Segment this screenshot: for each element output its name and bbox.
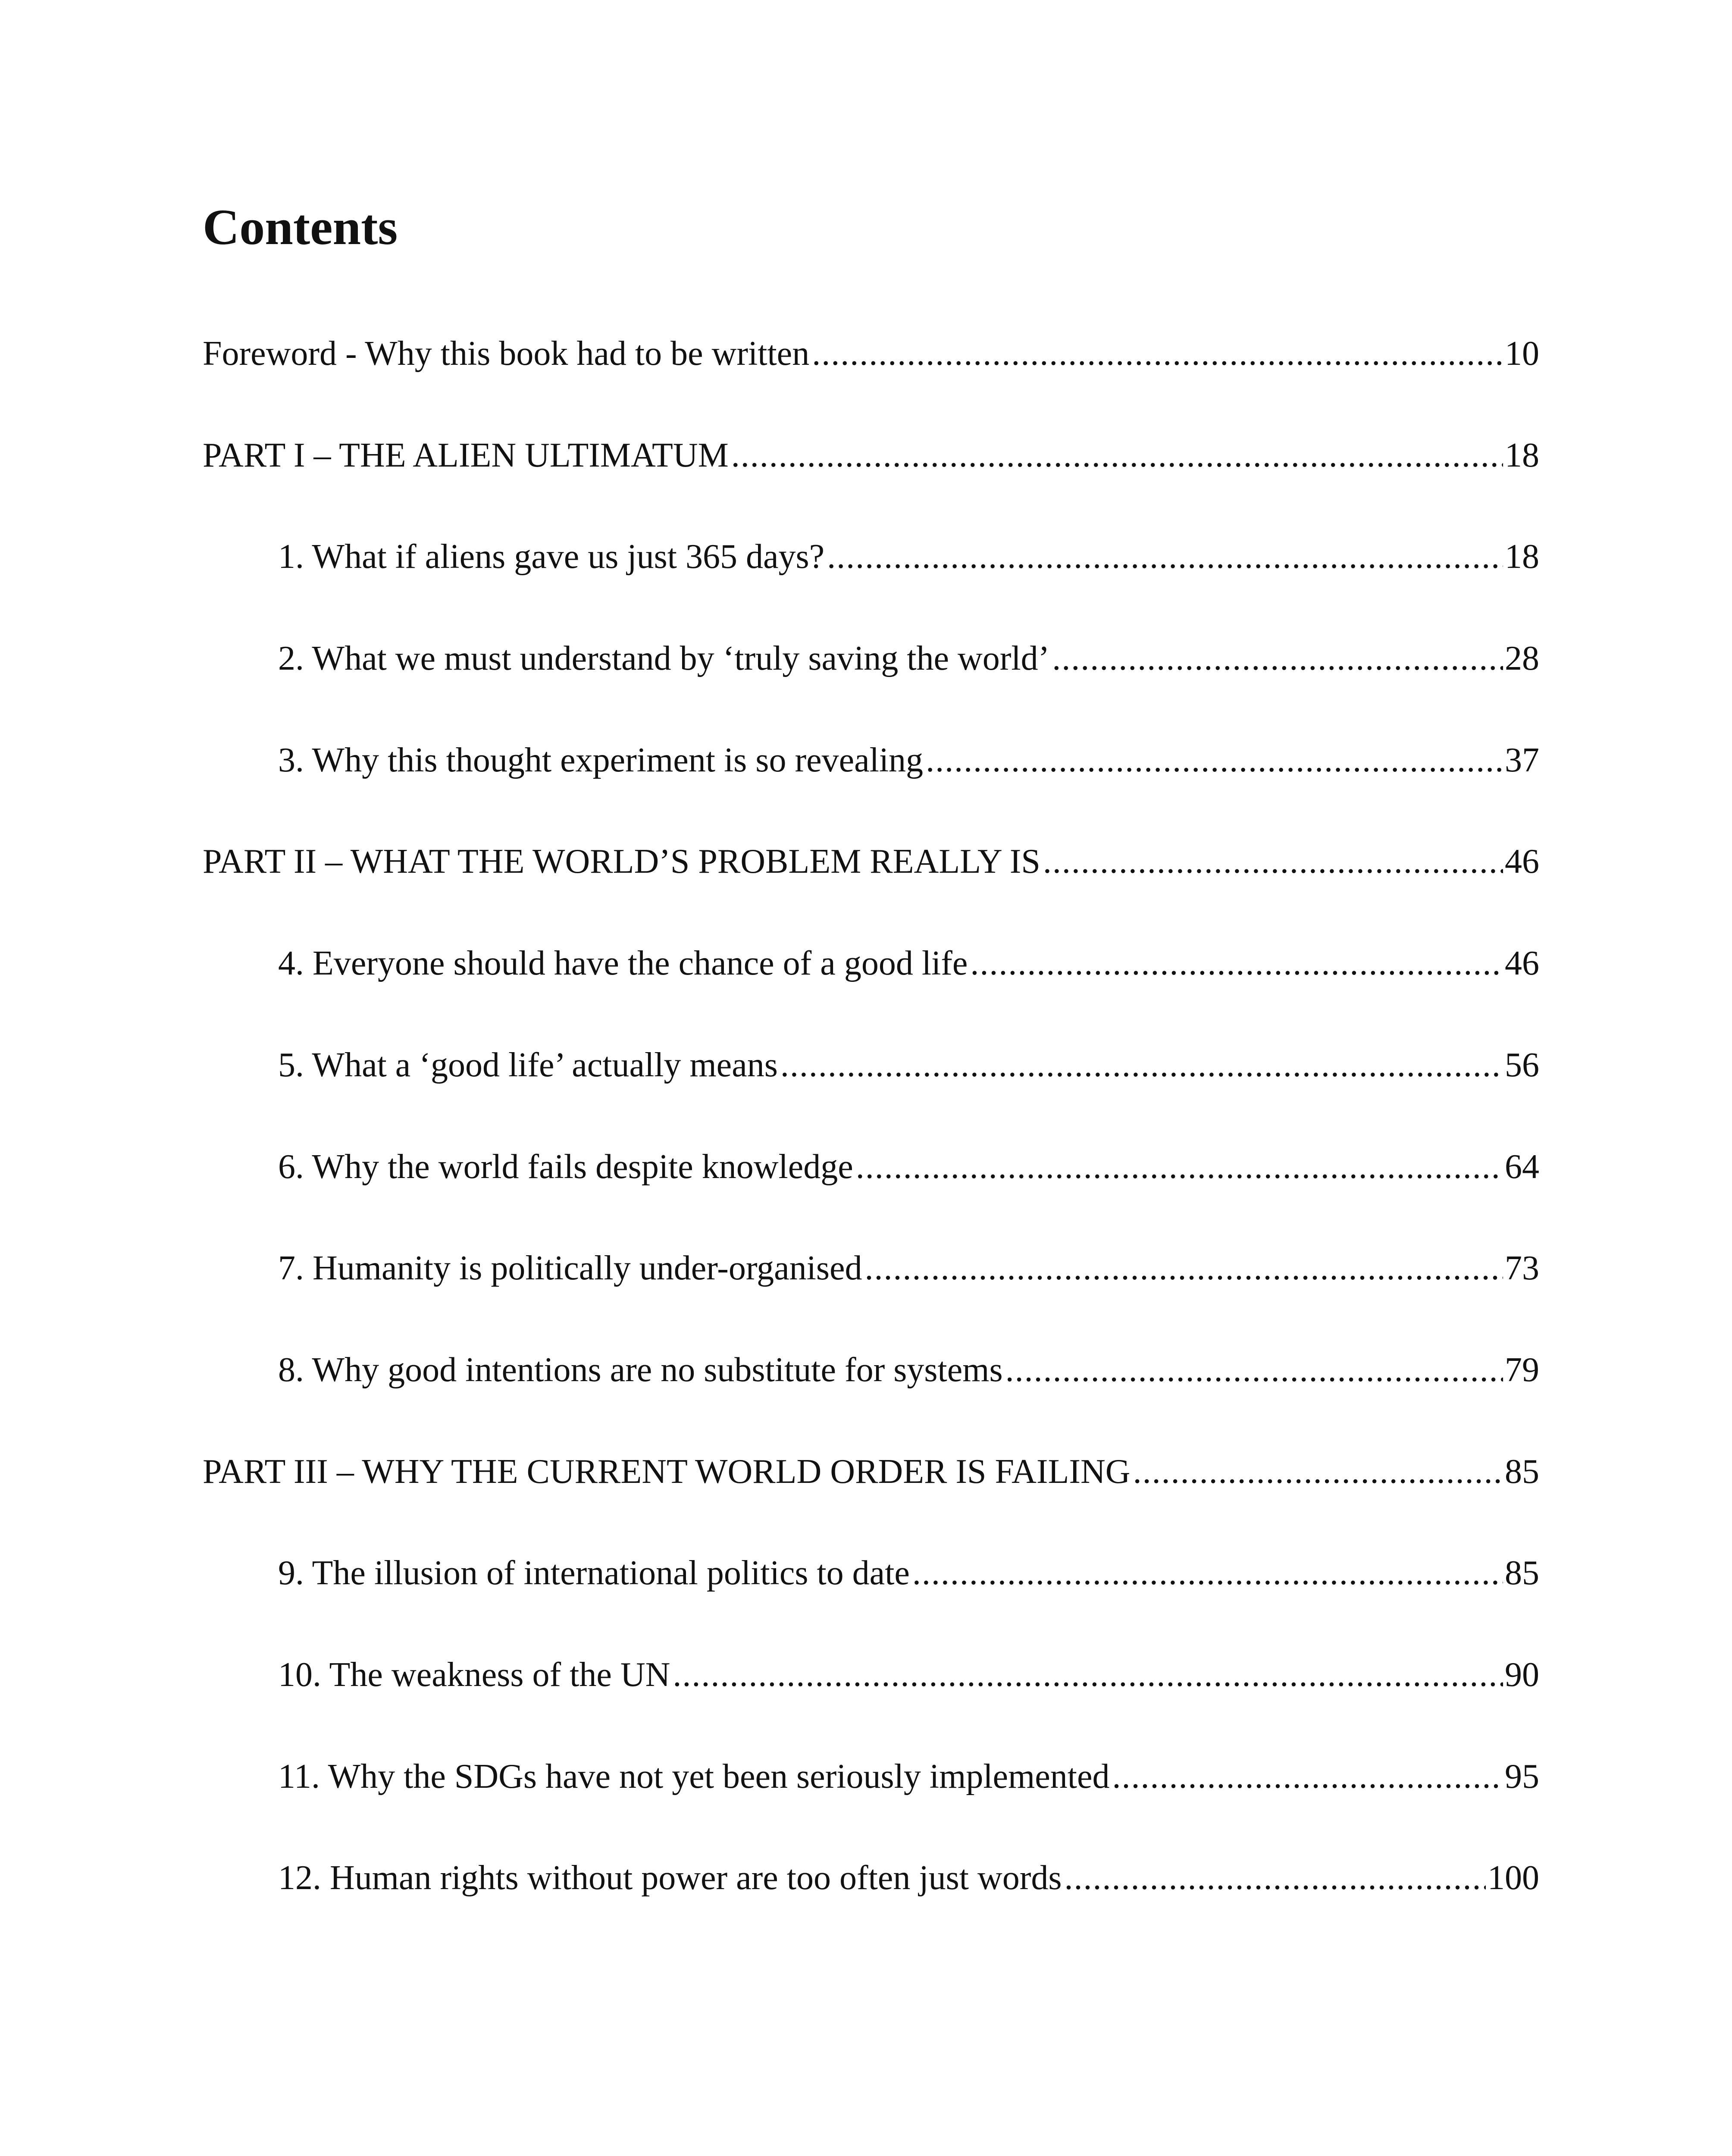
- toc-entry-foreword[interactable]: [203, 328, 1539, 429]
- dot-leader: [780, 1039, 1503, 1091]
- toc-entry-title: 5. What a ‘good life’ actually means: [278, 1046, 778, 1084]
- dot-leader: [1052, 633, 1503, 684]
- table-of-contents: [203, 328, 1539, 1954]
- toc-entry-page-number: 28: [1505, 639, 1539, 678]
- dot-leader: [912, 1547, 1503, 1599]
- toc-entry-title: 11. Why the SDGs have not yet been seriously implemented: [278, 1757, 1110, 1796]
- toc-entry-chapter-1[interactable]: [203, 531, 1539, 633]
- toc-entry-page-number: 85: [1505, 1452, 1539, 1491]
- toc-entry-part-3[interactable]: [203, 1446, 1539, 1548]
- toc-entry-title: 7. Humanity is politically under-organised: [278, 1249, 862, 1288]
- toc-entry-title: 2. What we must understand by ‘truly saving the world’: [278, 639, 1050, 678]
- toc-entry-title: 6. Why the world fails despite knowledge: [278, 1147, 853, 1186]
- toc-entry-chapter-3[interactable]: [203, 734, 1539, 836]
- dot-leader: [1112, 1751, 1503, 1802]
- toc-entry-part-2[interactable]: [203, 836, 1539, 937]
- toc-entry-chapter-8[interactable]: [203, 1344, 1539, 1446]
- toc-entry-title: 12. Human rights without power are too often just words: [278, 1859, 1062, 1897]
- toc-entry-chapter-4[interactable]: [203, 937, 1539, 1039]
- dot-leader: [812, 328, 1503, 379]
- toc-entry-title: 9. The illusion of international politics to date: [278, 1554, 910, 1592]
- dot-leader: [1065, 1852, 1486, 1904]
- toc-entry-page-number: 56: [1505, 1046, 1539, 1084]
- toc-entry-page-number: 73: [1505, 1249, 1539, 1288]
- toc-entry-title: PART III – WHY THE CURRENT WORLD ORDER IS FAILING: [203, 1452, 1131, 1491]
- toc-entry-title: PART I – THE ALIEN ULTIMATUM: [203, 436, 729, 474]
- toc-entry-page-number: 18: [1505, 538, 1539, 576]
- toc-entry-page-number: 100: [1488, 1859, 1539, 1897]
- dot-leader: [673, 1649, 1503, 1701]
- toc-entry-chapter-11[interactable]: [203, 1751, 1539, 1852]
- dot-leader: [856, 1141, 1503, 1193]
- toc-entry-chapter-7[interactable]: [203, 1242, 1539, 1344]
- toc-entry-title: 8. Why good intentions are no substitute for systems: [278, 1351, 1003, 1389]
- toc-entry-page-number: 95: [1505, 1757, 1539, 1796]
- toc-entry-chapter-2[interactable]: [203, 633, 1539, 734]
- toc-entry-page-number: 64: [1505, 1147, 1539, 1186]
- dot-leader: [1043, 836, 1503, 887]
- page-title: Contents: [203, 199, 398, 255]
- toc-entry-title: Foreword - Why this book had to be written: [203, 335, 810, 373]
- dot-leader: [970, 937, 1503, 989]
- toc-entry-title: 3. Why this thought experiment is so revealing: [278, 741, 924, 779]
- toc-entry-title: PART II – WHAT THE WORLD’S PROBLEM REALLY IS: [203, 843, 1040, 881]
- dot-leader: [1005, 1344, 1503, 1396]
- toc-entry-page-number: 90: [1505, 1655, 1539, 1694]
- dot-leader: [864, 1242, 1503, 1294]
- toc-entry-chapter-9[interactable]: [203, 1547, 1539, 1649]
- toc-entry-page-number: 10: [1505, 335, 1539, 373]
- toc-entry-page-number: 85: [1505, 1554, 1539, 1592]
- toc-entry-chapter-6[interactable]: [203, 1141, 1539, 1243]
- toc-entry-page-number: 46: [1505, 944, 1539, 983]
- toc-entry-title: 4. Everyone should have the chance of a good life: [278, 944, 968, 983]
- toc-entry-page-number: 79: [1505, 1351, 1539, 1389]
- toc-entry-title: 10. The weakness of the UN: [278, 1655, 670, 1694]
- toc-entry-chapter-10[interactable]: [203, 1649, 1539, 1751]
- toc-entry-chapter-5[interactable]: [203, 1039, 1539, 1141]
- toc-entry-part-1[interactable]: [203, 429, 1539, 531]
- dot-leader: [1133, 1446, 1503, 1498]
- toc-entry-page-number: 18: [1505, 436, 1539, 474]
- dot-leader: [731, 429, 1503, 481]
- dot-leader: [827, 531, 1503, 583]
- toc-entry-title: 1. What if aliens gave us just 365 days?: [278, 538, 825, 576]
- dot-leader: [926, 734, 1503, 786]
- toc-entry-page-number: 46: [1505, 843, 1539, 881]
- toc-entry-chapter-12[interactable]: [203, 1852, 1539, 1954]
- toc-entry-page-number: 37: [1505, 741, 1539, 779]
